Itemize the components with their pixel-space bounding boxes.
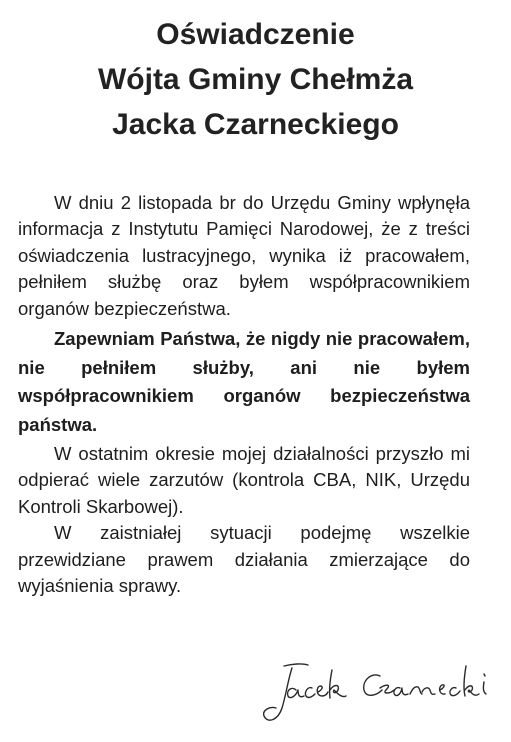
- title-line-3: Jacka Czarneckiego: [112, 108, 399, 141]
- title-line-1: Oświadczenie: [156, 18, 355, 51]
- statement-body: [18, 190, 470, 599]
- handwritten-signature: [262, 650, 492, 730]
- paragraph-actions: W zaistniałej sytuacji podejmę wszelkie przewidziane prawem działania zmierzające do wyjaśnienia sprawy.: [18, 522, 470, 597]
- document-title: [0, 12, 511, 147]
- paragraph-assurance: Zapewniam Państwa, że nigdy nie pracowałem, nie pełniłem służby, ani nie byłem współpracownikiem organów bezpieczeństwa państwa.: [18, 328, 470, 435]
- paragraph-ipn-information: W dniu 2 listopada br do Urzędu Gminy wpłynęła informacja z Instytutu Pamięci Narodowej, że z treści oświadczenia lustracyjnego, wynika iż pracowałem, pełniłem służbę oraz byłem współpracownikiem organów bezpieczeństwa.: [18, 192, 470, 319]
- paragraph-allegations: W ostatnim okresie mojej działalności przyszło mi odpierać wiele zarzutów (kontrola CBA, NIK, Urzędu Kontroli Skarbowej).: [18, 443, 470, 517]
- title-line-2: Wójta Gminy Chełmża: [97, 63, 414, 96]
